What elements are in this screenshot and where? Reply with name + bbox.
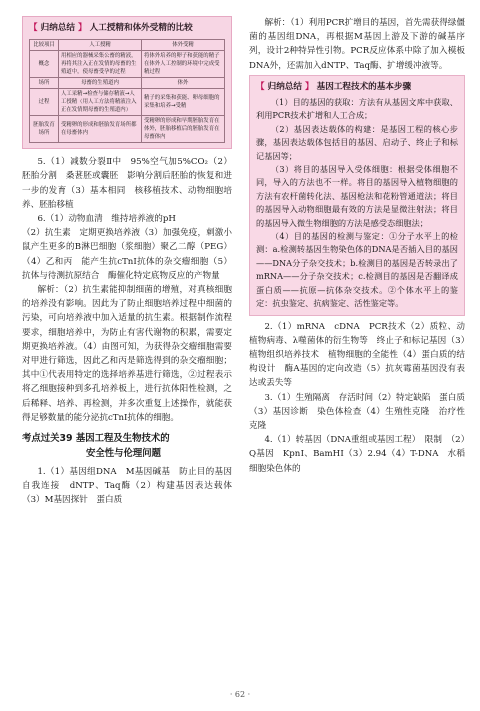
table-row-label: 场所 [30,78,59,89]
table-cell: 用相应的器械采集公畜的精液，再将其注入正在发情的母畜的生殖道中，使母畜受孕的过程 [59,51,142,78]
answer-paragraph: 4.（1）转基因（DNA重组或基因工程） 限制 （2）Q基因 KpnⅠ、BamHⅠ（3）2.94（4）T-DNA 水稻细胞染色体的 [249,435,465,474]
bracket-close: 】 [305,81,314,92]
table-row [30,116,225,143]
summary-box-header [29,21,225,35]
summary-item: （4）目的基因的检测与鉴定：①分子水平上的检测：a.检测转基因生物染色体的DNA是否插入目的基因——DNA分子杂交技术；b.检测目的基因是否转录出了mRNA——分子杂交技术；c.检测目的基因是否翻译成蛋白质——抗原—抗体杂交技术。②个体水平上的鉴定：抗虫鉴定、抗病鉴定、活性鉴定等。 [256,231,458,309]
bracket-open: 【 [29,23,38,33]
table-cell: 体外 [142,78,225,89]
summary-box-header [256,80,458,94]
section-number: 考点过关39 [22,433,73,445]
table-row [30,89,225,116]
analysis-paragraph: 解析：（2）抗生素能抑制细菌的增殖，对真核细胞的培养没有影响。因此为了防止细胞培养过程中细菌的污染，可向培养液中加入适量的抗生素。根据制作流程要求，细胞培养中，为防止有害代谢物的积累，需要定期更换培养液。（4）由图可知，为获得杂交瘤细胞需要对甲进行筛选，因此乙和丙是筛选得到的杂交瘤细胞；其中①代表用特定的选择培养基进行筛选，②过程表示将乙细胞接种到多孔培养板上，进行抗体阳性检测，之后稀释、培养、再检测，并多次重复上述操作，就能获得足够数量的能分泌抗cTnI抗体的细胞。 [22,285,232,423]
summary-box-fertilization [22,16,232,149]
answer-paragraph: 6.（1）动物血清 维持培养液的pH [37,214,176,225]
summary-item: （1）目的基因的获取：方法有从基因文库中获取、利用PCR技术扩增和人工合成； [256,97,458,121]
section-heading [22,431,232,461]
summary-box-label: 归纳总结 [40,23,75,33]
left-column [22,16,232,508]
answer-paragraph: 3.（1）生殖隔离 存活时间（2）特定缺陷 蛋白质（3）基因诊断 染色体检查（4）生殖性克隆 治疗性克隆 [249,392,465,431]
table-cell: 母畜的生殖道内 [59,78,142,89]
table-row [30,78,225,89]
right-column [249,16,465,476]
table-cell: 人工采精→检查与储存精液→人工授精（用人工方法将精液注入正在发情期母畜的生殖道内） [59,89,142,116]
bracket-open: 【 [256,81,265,92]
page-number: · 62 · [229,690,251,699]
summary-box-label: 归纳总结 [267,81,302,92]
summary-item: （2）基因表达载体的构建：是基因工程的核心步骤，基因表达载体包括目的基因、启动子、终止子和标记基因等； [256,123,458,161]
summary-box-gene-engineering [249,75,465,316]
bracket-close: 】 [78,23,87,33]
table-cell: 将体外培养的卵子和获能的精子在体外人工控制的环境中完成受精过程 [142,51,225,78]
table-cell: 受精卵的形成和胚胎发育场所都在母畜体内 [59,116,142,143]
summary-box-subtitle: 人工授精和体外受精的比较 [89,23,193,33]
table-row-label: 胚胎发育场所 [30,116,59,143]
section-title-line-2: 安全性与伦理问题 [86,448,162,460]
section-title-line-1: 基因工程及生物技术的 [75,433,170,445]
comparison-table [29,39,225,143]
table-header-row [30,40,225,51]
analysis-paragraph: 解析：（1）利用PCR扩增目的基因，首先需获得绿僵菌的基因组DNA，再根据M基因上游及下游的碱基序列，设计2种特异性引物。PCR反应体系中除了加入模板DNA外，还需加入dNTP、Taq酶、扩增缓冲液等。 [249,18,465,71]
table-cell: 精子的采集和获能、卵母细胞的采集和培养→受精 [142,89,225,116]
summary-item: （3）将目的基因导入受体细胞：根据受体细胞不同，导入的方法也不一样。将目的基因导入植物细胞的方法有农杆菌转化法、基因枪法和花粉管通道法；将目的基因导入动物细胞最有效的方法是显微注射法；将目的基因导入微生物细胞的方法是感受态细胞法； [256,164,458,228]
table-header-cell: 人工授精 [59,40,142,51]
table-row [30,51,225,78]
answer-paragraph: （2）抗生素 定期更换培养液（3）加强免疫，刺激小鼠产生更多的B淋巴细胞（浆细胞）聚乙二醇（PEG）（4）乙和丙 能产生抗cTnI抗体的杂交瘤细胞（5）抗体与待测抗原结合 酶催化特定底物反应的产物量 [22,228,232,281]
table-row-label: 概念 [30,51,59,78]
table-cell: 受精卵的形成和早期胚胎发育在体外，胚胎移植后的胚胎发育在母畜体内 [142,116,225,143]
answer-paragraph: 1.（1）基因组DNA M基因碱基 防止目的基因自我连接 dNTP、Taq酶（2）构建基因表达载体（3）M基因探针 蛋白质 [22,467,232,506]
summary-box-subtitle: 基因工程技术的基本步骤 [316,81,412,92]
answer-paragraph: 5.（1）减数分裂Ⅱ中 95%空气加5%CO₂（2）胚胎分割 桑葚胚或囊胚 影响分割后胚胎的恢复和进一步的发育（3）基本相同 核移植技术、动物细胞培养、胚胎移植 [22,157,232,210]
table-header-cell: 比较项目 [30,40,59,51]
answer-paragraph: 2.（1）mRNA cDNA PCR技术（2）质粒、动植物病毒、λ噬菌体的衍生物等 终止子和标记基因（3）植物组织培养技术 植物细胞的全能性（4）蛋白质的结构设计 酶A基因的定向改造（5）抗灰霉菌基因没有表达或丢失等 [249,321,465,389]
table-row-label: 过程 [30,89,59,116]
table-header-cell: 体外受精 [142,40,225,51]
